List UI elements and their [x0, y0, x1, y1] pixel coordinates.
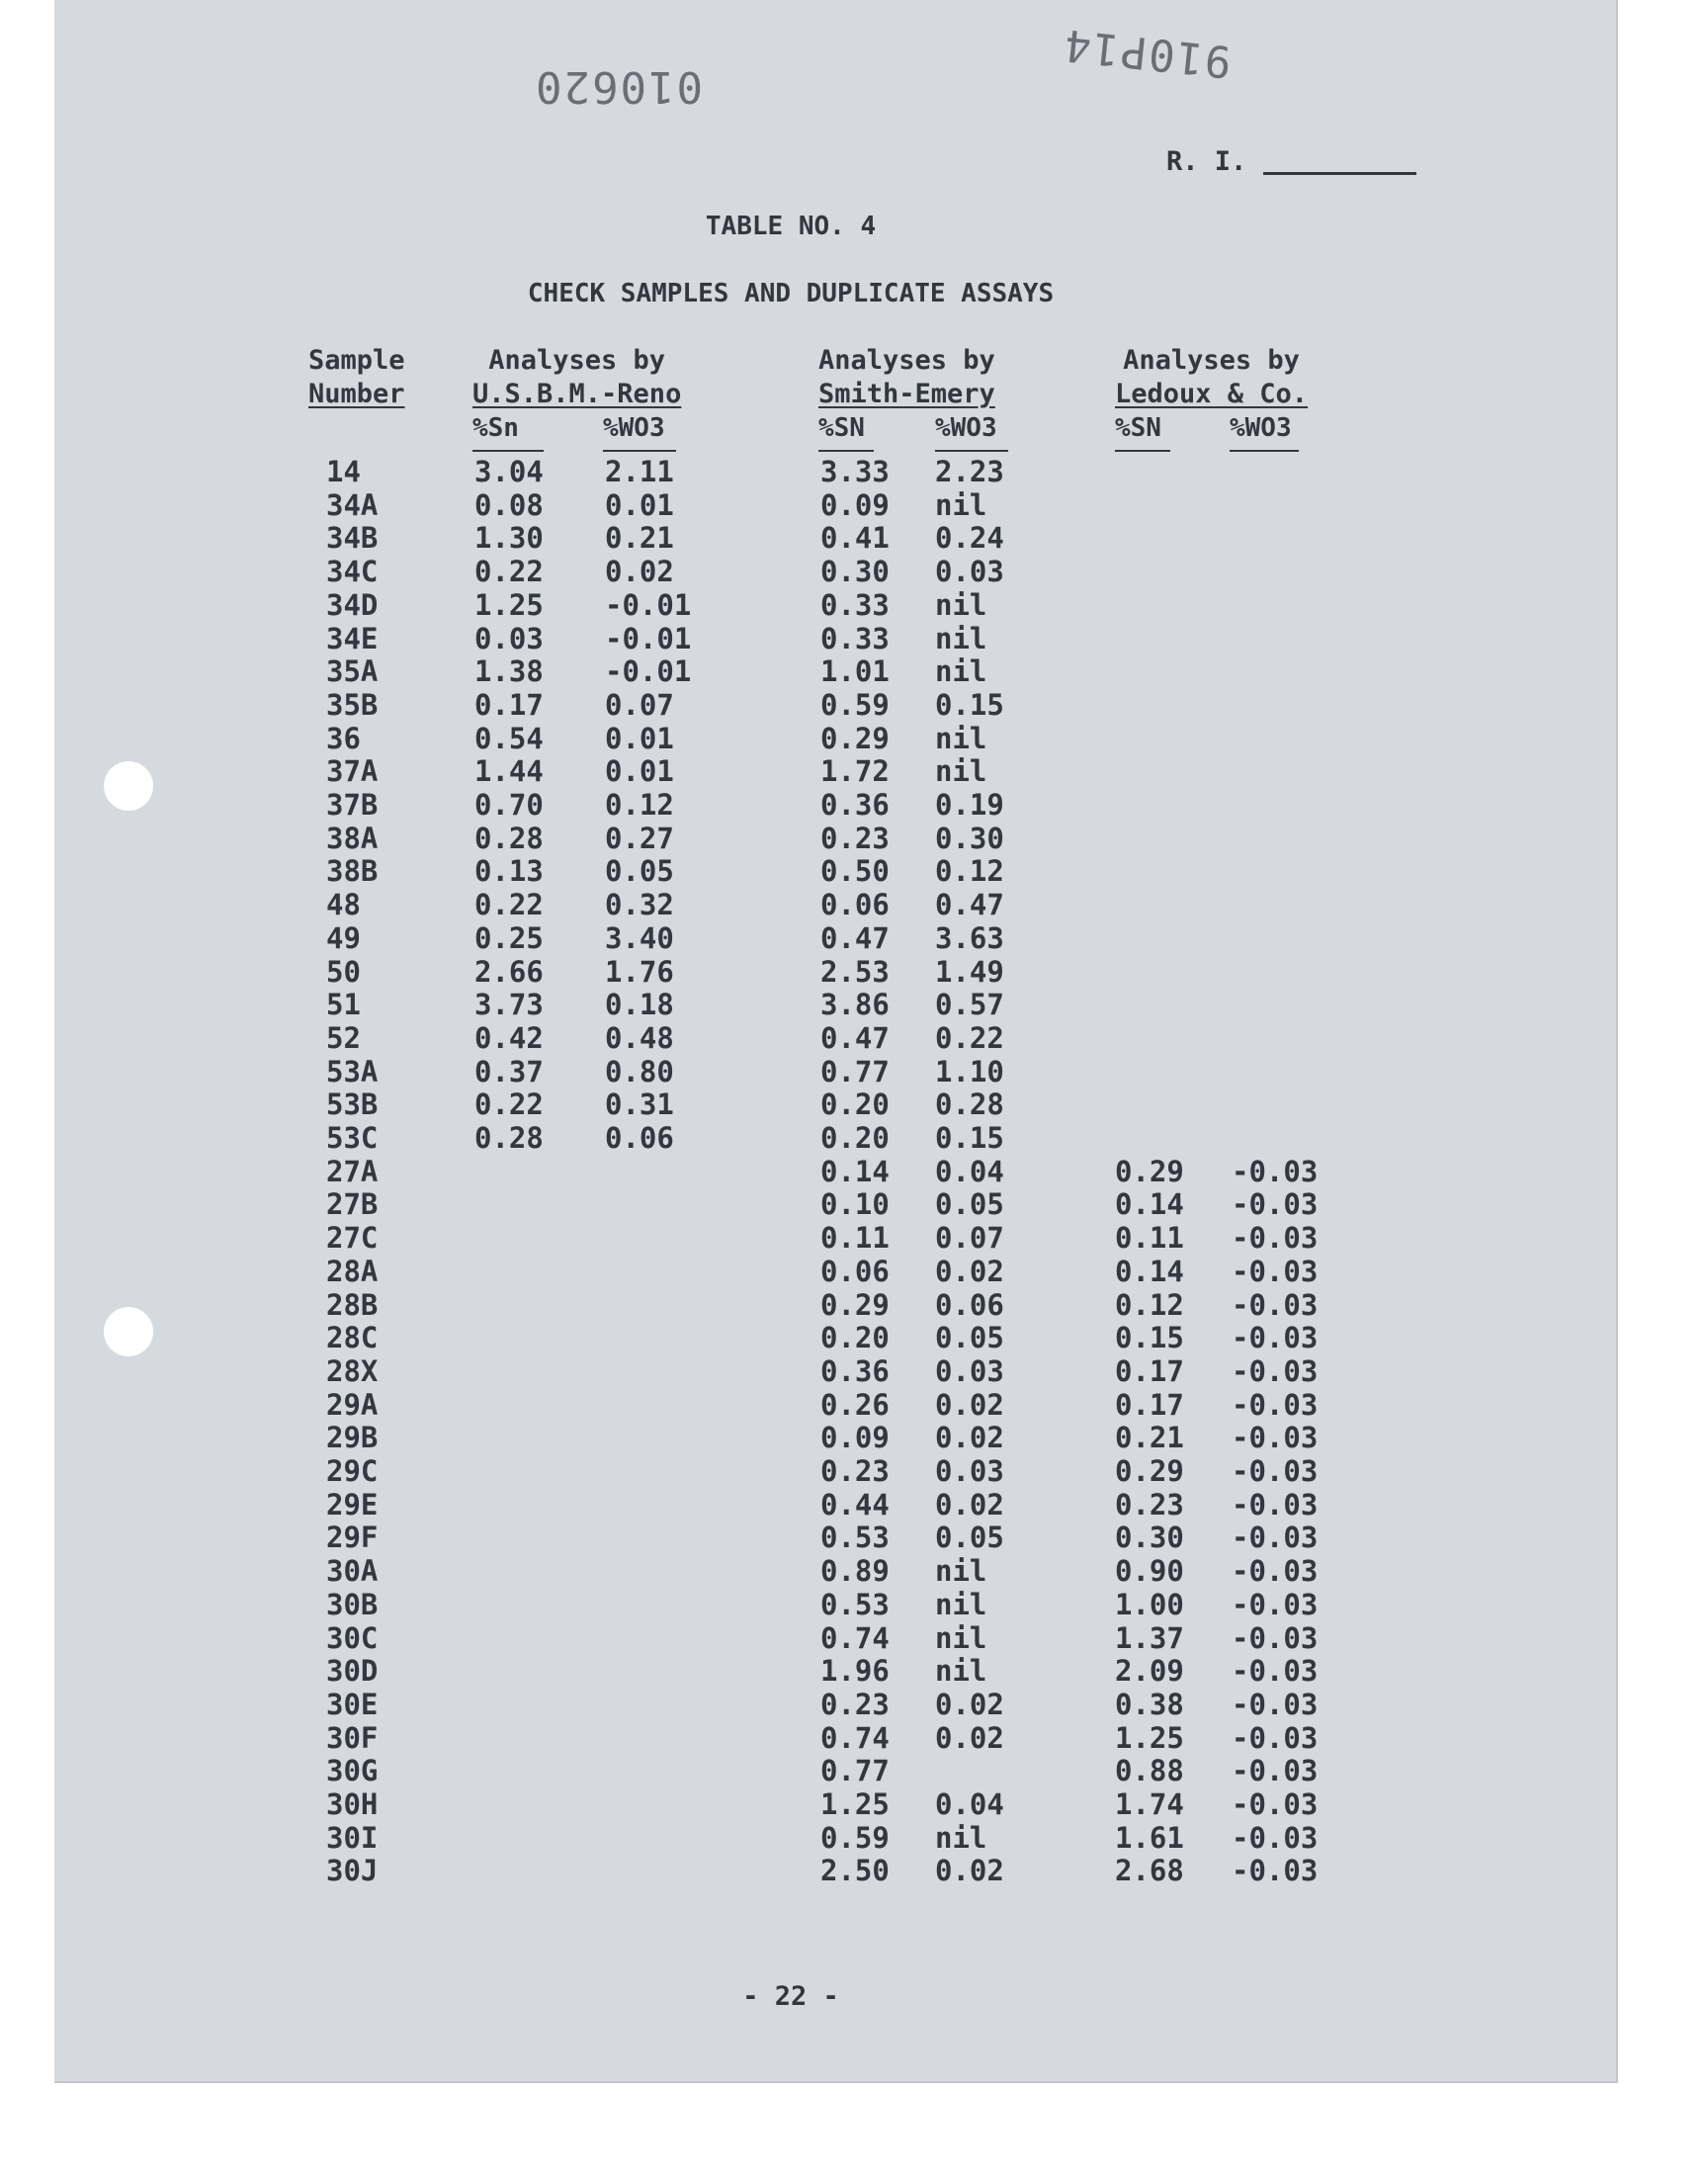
cell-smith-wo3: 0.07: [935, 1221, 1004, 1256]
cell-ledoux-sn: 1.37: [1115, 1620, 1184, 1655]
cell-smith-wo3: 0.47: [935, 888, 1004, 922]
cell-ledoux-wo3: -0.03: [1232, 1687, 1319, 1721]
cell-usbm-sn: 0.28: [474, 1121, 544, 1155]
cell-smith-wo3: 0.06: [935, 1287, 1004, 1322]
cell-usbm-wo3: 0.21: [605, 521, 674, 556]
cell-smith-wo3: 0.02: [935, 1254, 1004, 1288]
cell-usbm-sn: 1.44: [474, 754, 544, 789]
cell-ledoux-wo3: -0.03: [1232, 1521, 1319, 1555]
cell-sample-number: 30E: [326, 1687, 379, 1721]
cell-smith-wo3: nil: [935, 1587, 987, 1621]
cell-usbm-sn: 0.42: [474, 1020, 544, 1055]
cell-sample-number: 34A: [326, 487, 379, 522]
cell-smith-wo3: 0.04: [935, 1154, 1004, 1188]
ri-label: R. I.: [1166, 146, 1247, 177]
cell-sample-number: 35A: [326, 654, 379, 689]
cell-sample-number: 37B: [326, 788, 379, 822]
cell-usbm-wo3: 0.12: [605, 788, 674, 822]
cell-sample-number: 30D: [326, 1654, 379, 1689]
cell-smith-sn: 0.44: [820, 1487, 890, 1522]
cell-smith-wo3: 0.04: [935, 1787, 1004, 1821]
cell-sample-number: 34B: [326, 521, 379, 556]
cell-sample-number: 53B: [326, 1088, 379, 1122]
page-number: - 22 -: [742, 1981, 839, 2012]
cell-smith-sn: 0.36: [820, 788, 890, 822]
cell-smith-wo3: nil: [935, 487, 987, 522]
cell-smith-sn: 0.14: [820, 1154, 890, 1188]
cell-usbm-wo3: 0.01: [605, 487, 674, 522]
cell-ledoux-sn: 0.21: [1115, 1421, 1184, 1455]
cell-ledoux-wo3: -0.03: [1232, 1321, 1319, 1355]
cell-smith-wo3: 0.03: [935, 555, 1004, 589]
cell-ledoux-wo3: -0.03: [1232, 1387, 1319, 1422]
cell-smith-sn: 0.47: [820, 1020, 890, 1055]
header-sample-line1: Sample: [308, 345, 405, 376]
cell-smith-sn: 0.53: [820, 1521, 890, 1555]
cell-smith-sn: 2.53: [820, 954, 890, 989]
cell-smith-sn: 3.33: [820, 455, 890, 488]
header-smith: [818, 344, 995, 411]
cell-ledoux-sn: 0.17: [1115, 1387, 1184, 1422]
cell-usbm-wo3: -0.01: [605, 587, 692, 622]
cell-ledoux-sn: 0.29: [1115, 1154, 1184, 1188]
cell-sample-number: 29B: [326, 1421, 379, 1455]
cell-usbm-sn: 3.04: [474, 455, 544, 488]
cell-smith-wo3: 1.49: [935, 954, 1004, 989]
cell-usbm-sn: 0.22: [474, 888, 544, 922]
subheader-smith-wo3-rule: [935, 450, 1008, 452]
cell-usbm-wo3: -0.01: [605, 621, 692, 655]
cell-sample-number: 34C: [326, 555, 379, 589]
cell-smith-wo3: nil: [935, 1820, 987, 1855]
cell-ledoux-sn: 0.14: [1115, 1187, 1184, 1222]
punch-hole-lower: [104, 1307, 153, 1356]
cell-smith-wo3: nil: [935, 1620, 987, 1655]
cell-sample-number: 30B: [326, 1587, 379, 1621]
cell-smith-wo3: 0.19: [935, 788, 1004, 822]
cell-smith-wo3: 0.28: [935, 1088, 1004, 1122]
header-smith-line2: Smith-Emery: [818, 379, 995, 409]
cell-smith-wo3: 0.02: [935, 1720, 1004, 1755]
cell-smith-wo3: 0.57: [935, 988, 1004, 1022]
cell-ledoux-wo3: -0.03: [1232, 1254, 1319, 1288]
cell-sample-number: 30A: [326, 1554, 379, 1589]
cell-usbm-sn: 0.13: [474, 854, 544, 889]
cell-sample-number: 30H: [326, 1787, 379, 1821]
cell-sample-number: 14: [326, 455, 361, 488]
cell-ledoux-sn: 0.23: [1115, 1487, 1184, 1522]
cell-usbm-sn: 0.70: [474, 788, 544, 822]
cell-smith-sn: 0.36: [820, 1353, 890, 1388]
cell-ledoux-sn: 1.00: [1115, 1587, 1184, 1621]
cell-ledoux-sn: 2.09: [1115, 1654, 1184, 1689]
cell-ledoux-sn: 0.88: [1115, 1754, 1184, 1788]
cell-smith-sn: 0.89: [820, 1554, 890, 1589]
cell-smith-sn: 3.86: [820, 988, 890, 1022]
cell-sample-number: 35B: [326, 687, 379, 722]
cell-usbm-sn: 0.54: [474, 721, 544, 755]
stamp-number-left: 010620: [534, 61, 703, 112]
cell-smith-sn: 0.06: [820, 1254, 890, 1288]
cell-sample-number: 38B: [326, 854, 379, 889]
cell-ledoux-wo3: -0.03: [1232, 1820, 1319, 1855]
cell-usbm-wo3: 0.27: [605, 821, 674, 855]
cell-smith-sn: 0.26: [820, 1387, 890, 1422]
cell-sample-number: 30I: [326, 1820, 379, 1855]
cell-smith-sn: 1.96: [820, 1654, 890, 1689]
cell-ledoux-sn: 0.30: [1115, 1521, 1184, 1555]
header-usbm: [472, 344, 681, 411]
cell-sample-number: 29E: [326, 1487, 379, 1522]
cell-usbm-wo3: 0.07: [605, 687, 674, 722]
cell-smith-sn: 0.59: [820, 687, 890, 722]
cell-usbm-wo3: -0.01: [605, 654, 692, 689]
cell-usbm-sn: 0.03: [474, 621, 544, 655]
cell-smith-sn: 0.77: [820, 1754, 890, 1788]
cell-smith-sn: 0.29: [820, 721, 890, 755]
cell-sample-number: 27A: [326, 1154, 379, 1188]
cell-usbm-wo3: 0.06: [605, 1121, 674, 1155]
header-sample-line2: Number: [308, 379, 405, 409]
cell-sample-number: 48: [326, 888, 361, 922]
cell-ledoux-sn: 2.68: [1115, 1854, 1184, 1888]
cell-smith-wo3: nil: [935, 1554, 987, 1589]
cell-smith-sn: 0.74: [820, 1620, 890, 1655]
subheader-ledoux-sn: %SN: [1115, 413, 1161, 443]
cell-ledoux-wo3: -0.03: [1232, 1287, 1319, 1322]
cell-usbm-sn: 1.25: [474, 587, 544, 622]
cell-smith-wo3: nil: [935, 754, 987, 789]
table-title: TABLE NO. 4: [705, 212, 877, 241]
cell-sample-number: 34E: [326, 621, 379, 655]
cell-usbm-wo3: 0.31: [605, 1088, 674, 1122]
cell-sample-number: 28B: [326, 1287, 379, 1322]
header-usbm-line2: U.S.B.M.-Reno: [472, 379, 682, 409]
cell-smith-sn: 0.77: [820, 1054, 890, 1088]
cell-usbm-sn: 0.08: [474, 487, 544, 522]
cell-smith-wo3: nil: [935, 654, 987, 689]
cell-smith-wo3: 0.02: [935, 1487, 1004, 1522]
cell-smith-wo3: nil: [935, 721, 987, 755]
cell-ledoux-sn: 0.14: [1115, 1254, 1184, 1288]
cell-usbm-sn: 0.25: [474, 920, 544, 955]
cell-smith-wo3: 2.23: [935, 455, 1004, 488]
cell-smith-sn: 0.20: [820, 1321, 890, 1355]
cell-ledoux-sn: 0.38: [1115, 1687, 1184, 1721]
cell-ledoux-sn: 0.17: [1115, 1353, 1184, 1388]
cell-smith-sn: 0.74: [820, 1720, 890, 1755]
cell-smith-wo3: 0.15: [935, 687, 1004, 722]
cell-ledoux-wo3: -0.03: [1232, 1421, 1319, 1455]
cell-ledoux-sn: 0.12: [1115, 1287, 1184, 1322]
cell-sample-number: 49: [326, 920, 361, 955]
cell-usbm-sn: 0.22: [474, 1088, 544, 1122]
cell-smith-sn: 0.23: [820, 821, 890, 855]
cell-smith-sn: 0.11: [820, 1221, 890, 1256]
cell-smith-sn: 0.47: [820, 920, 890, 955]
punch-hole-upper: [104, 761, 153, 811]
cell-sample-number: 28C: [326, 1321, 379, 1355]
subheader-smith-wo3: %WO3: [935, 413, 997, 443]
cell-usbm-wo3: 0.80: [605, 1054, 674, 1088]
cell-ledoux-wo3: -0.03: [1232, 1720, 1319, 1755]
cell-sample-number: 28X: [326, 1353, 379, 1388]
cell-smith-sn: 0.09: [820, 487, 890, 522]
cell-smith-sn: 0.29: [820, 1287, 890, 1322]
cell-smith-sn: 0.20: [820, 1088, 890, 1122]
cell-usbm-wo3: 2.11: [605, 455, 674, 488]
subheader-ledoux-wo3-rule: [1230, 450, 1299, 452]
cell-sample-number: 30G: [326, 1754, 379, 1788]
subheader-smith-sn: %SN: [818, 413, 865, 443]
cell-smith-wo3: 0.15: [935, 1121, 1004, 1155]
cell-smith-wo3: 0.24: [935, 521, 1004, 556]
cell-smith-sn: 0.33: [820, 621, 890, 655]
cell-sample-number: 28A: [326, 1254, 379, 1288]
cell-smith-wo3: 1.10: [935, 1054, 1004, 1088]
cell-ledoux-sn: 1.61: [1115, 1820, 1184, 1855]
cell-sample-number: 29C: [326, 1454, 379, 1488]
cell-usbm-wo3: 1.76: [605, 954, 674, 989]
cell-smith-sn: 0.10: [820, 1187, 890, 1222]
cell-ledoux-wo3: -0.03: [1232, 1353, 1319, 1388]
cell-usbm-wo3: 0.05: [605, 854, 674, 889]
cell-smith-sn: 0.09: [820, 1421, 890, 1455]
cell-sample-number: 37A: [326, 754, 379, 789]
cell-usbm-wo3: 0.32: [605, 888, 674, 922]
cell-ledoux-wo3: -0.03: [1232, 1221, 1319, 1256]
cell-ledoux-sn: 0.90: [1115, 1554, 1184, 1589]
cell-sample-number: 29F: [326, 1521, 379, 1555]
cell-smith-wo3: 0.05: [935, 1187, 1004, 1222]
cell-usbm-sn: 0.28: [474, 821, 544, 855]
subheader-usbm-wo3-rule: [603, 450, 676, 452]
cell-usbm-sn: 3.73: [474, 988, 544, 1022]
header-smith-line1: Analyses by: [818, 345, 995, 376]
cell-sample-number: 53A: [326, 1054, 379, 1088]
cell-ledoux-wo3: -0.03: [1232, 1487, 1319, 1522]
cell-ledoux-wo3: -0.03: [1232, 1454, 1319, 1488]
header-ledoux-line2: Ledoux & Co.: [1115, 379, 1309, 409]
cell-smith-wo3: 0.03: [935, 1353, 1004, 1388]
cell-ledoux-sn: 0.29: [1115, 1454, 1184, 1488]
table-subtitle: CHECK SAMPLES AND DUPLICATE ASSAYS: [527, 279, 1055, 308]
cell-smith-sn: 0.20: [820, 1121, 890, 1155]
cell-sample-number: 27B: [326, 1187, 379, 1222]
cell-smith-wo3: 0.05: [935, 1321, 1004, 1355]
cell-sample-number: 53C: [326, 1121, 379, 1155]
subheader-smith-sn-rule: [818, 450, 874, 452]
cell-smith-wo3: 0.02: [935, 1687, 1004, 1721]
cell-ledoux-sn: 0.11: [1115, 1221, 1184, 1256]
cell-usbm-wo3: 0.18: [605, 988, 674, 1022]
cell-smith-wo3: 0.02: [935, 1854, 1004, 1888]
cell-sample-number: 52: [326, 1020, 361, 1055]
cell-ledoux-wo3: -0.03: [1232, 1654, 1319, 1689]
cell-smith-sn: 0.23: [820, 1687, 890, 1721]
cell-sample-number: 50: [326, 954, 361, 989]
cell-usbm-wo3: 0.01: [605, 754, 674, 789]
cell-sample-number: 30J: [326, 1854, 379, 1888]
cell-ledoux-wo3: -0.03: [1232, 1154, 1319, 1188]
ri-blank-line: [1263, 172, 1416, 175]
cell-smith-sn: 0.06: [820, 888, 890, 922]
cell-sample-number: 36: [326, 721, 361, 755]
cell-smith-sn: 1.25: [820, 1787, 890, 1821]
cell-usbm-sn: 0.17: [474, 687, 544, 722]
cell-usbm-sn: 2.66: [474, 954, 544, 989]
cell-ledoux-wo3: -0.03: [1232, 1787, 1319, 1821]
cell-ledoux-wo3: -0.03: [1232, 1854, 1319, 1888]
cell-usbm-sn: 1.38: [474, 654, 544, 689]
cell-smith-sn: 0.41: [820, 521, 890, 556]
header-ledoux: [1115, 344, 1308, 411]
cell-smith-sn: 2.50: [820, 1854, 890, 1888]
cell-sample-number: 29A: [326, 1387, 379, 1422]
cell-smith-sn: 0.59: [820, 1820, 890, 1855]
cell-usbm-wo3: 3.40: [605, 920, 674, 955]
cell-smith-sn: 0.50: [820, 854, 890, 889]
cell-smith-wo3: nil: [935, 1654, 987, 1689]
cell-smith-sn: 1.01: [820, 654, 890, 689]
subheader-usbm-sn-rule: [472, 450, 544, 452]
cell-smith-sn: 0.30: [820, 555, 890, 589]
cell-ledoux-sn: 1.25: [1115, 1720, 1184, 1755]
header-usbm-line1: Analyses by: [488, 345, 666, 376]
cell-usbm-wo3: 0.01: [605, 721, 674, 755]
header-sample: [308, 344, 405, 411]
subheader-usbm-wo3: %WO3: [603, 413, 665, 443]
cell-ledoux-wo3: -0.03: [1232, 1754, 1319, 1788]
cell-ledoux-wo3: -0.03: [1232, 1187, 1319, 1222]
cell-smith-sn: 0.33: [820, 587, 890, 622]
cell-usbm-sn: 0.22: [474, 555, 544, 589]
cell-smith-wo3: 0.05: [935, 1521, 1004, 1555]
cell-smith-wo3: 0.30: [935, 821, 1004, 855]
cell-smith-wo3: nil: [935, 587, 987, 622]
cell-smith-wo3: 0.02: [935, 1387, 1004, 1422]
cell-sample-number: 27C: [326, 1221, 379, 1256]
cell-usbm-wo3: 0.02: [605, 555, 674, 589]
cell-smith-wo3: 0.02: [935, 1421, 1004, 1455]
header-ledoux-line1: Analyses by: [1123, 345, 1300, 376]
cell-smith-sn: 1.72: [820, 754, 890, 789]
subheader-ledoux-wo3: %WO3: [1230, 413, 1292, 443]
cell-smith-wo3: 0.12: [935, 854, 1004, 889]
cell-ledoux-sn: 1.74: [1115, 1787, 1184, 1821]
cell-ledoux-wo3: -0.03: [1232, 1554, 1319, 1589]
subheader-ledoux-sn-rule: [1115, 450, 1170, 452]
cell-smith-wo3: nil: [935, 621, 987, 655]
cell-smith-wo3: 0.22: [935, 1020, 1004, 1055]
cell-smith-wo3: 3.63: [935, 920, 1004, 955]
cell-ledoux-wo3: -0.03: [1232, 1587, 1319, 1621]
cell-usbm-sn: 0.37: [474, 1054, 544, 1088]
cell-smith-sn: 0.23: [820, 1454, 890, 1488]
stamp-number-right: 910P14: [1060, 19, 1235, 87]
cell-ledoux-wo3: -0.03: [1232, 1620, 1319, 1655]
cell-sample-number: 38A: [326, 821, 379, 855]
cell-usbm-sn: 1.30: [474, 521, 544, 556]
cell-ledoux-sn: 0.15: [1115, 1321, 1184, 1355]
cell-smith-sn: 0.53: [820, 1587, 890, 1621]
cell-usbm-wo3: 0.48: [605, 1020, 674, 1055]
cell-sample-number: 30C: [326, 1620, 379, 1655]
cell-sample-number: 51: [326, 988, 361, 1022]
subheader-usbm-sn: %Sn: [472, 413, 519, 443]
cell-sample-number: 34D: [326, 587, 379, 622]
cell-sample-number: 30F: [326, 1720, 379, 1755]
cell-smith-wo3: 0.03: [935, 1454, 1004, 1488]
